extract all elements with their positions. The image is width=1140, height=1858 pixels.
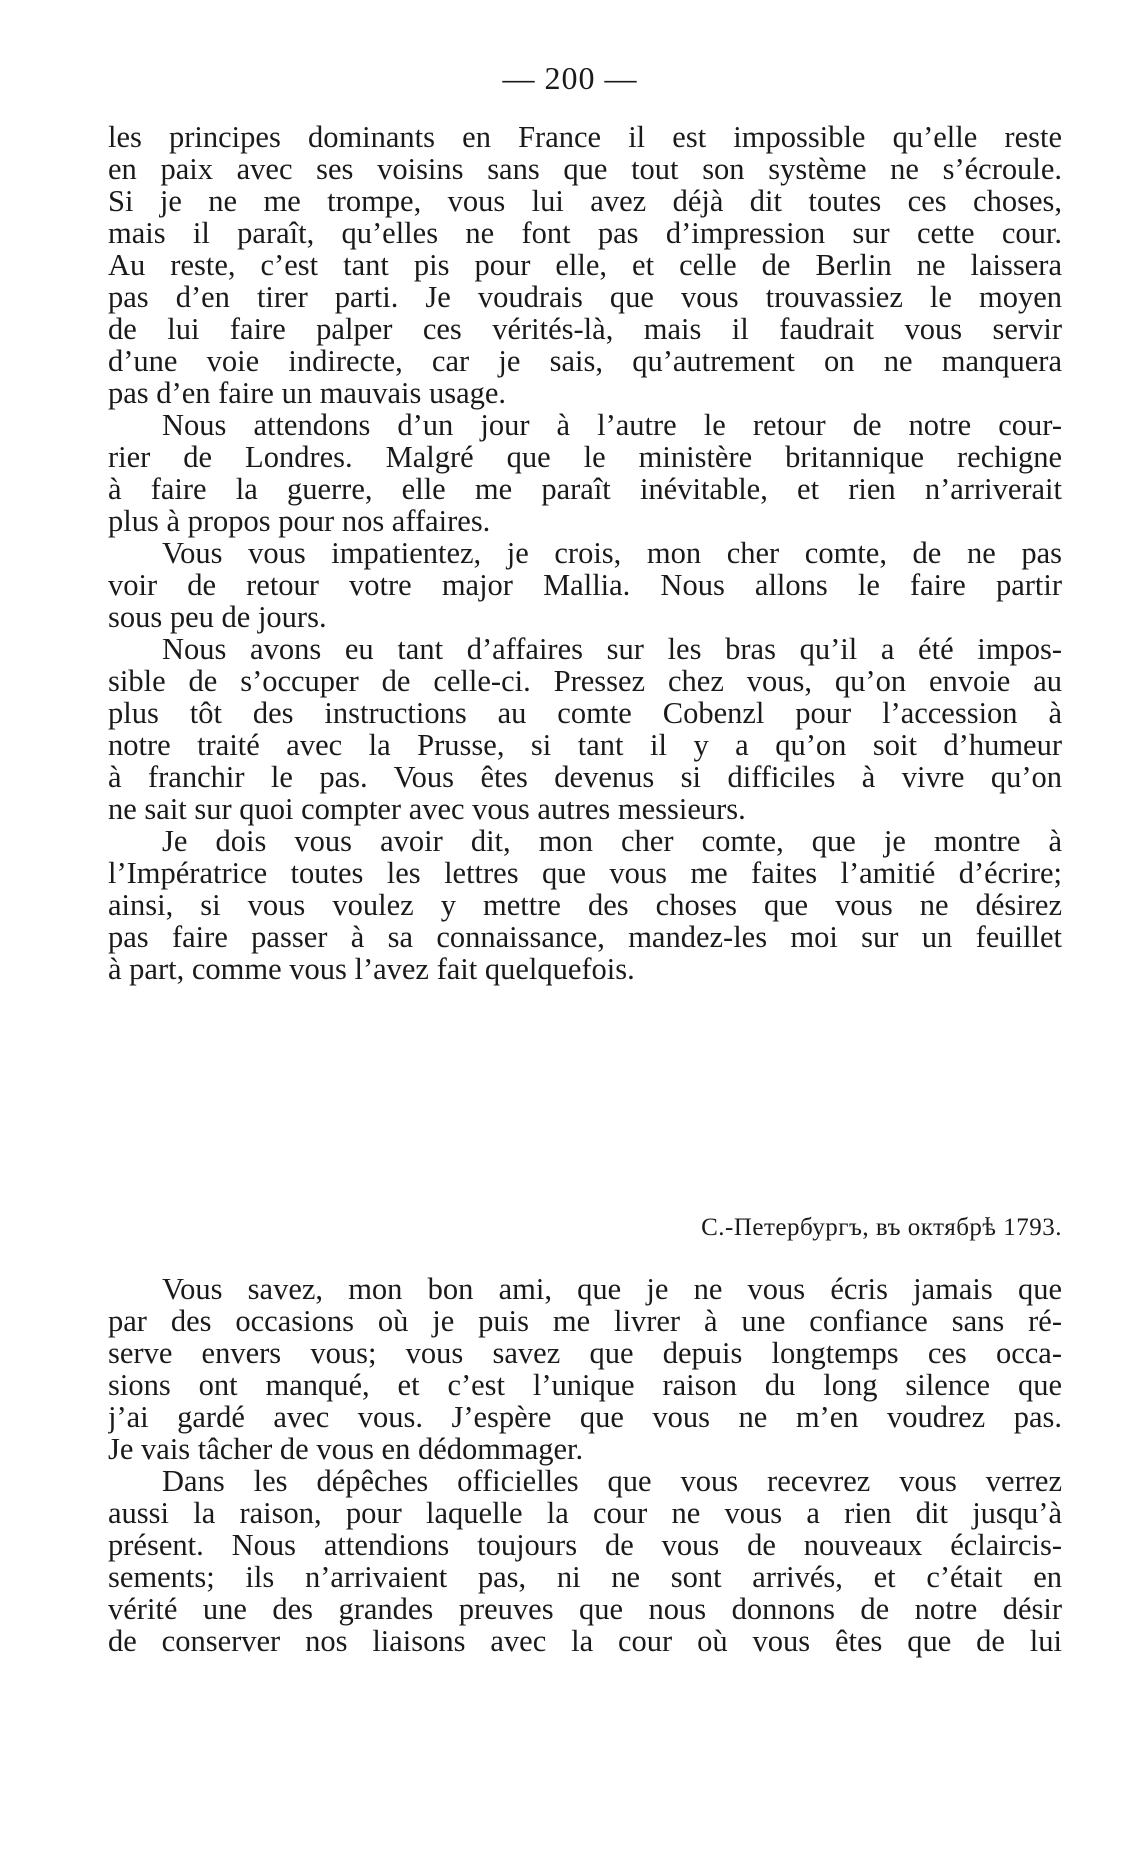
- text-line: Au reste, c’est tant pis pour elle, et celle de Berlin ne laissera: [108, 248, 1062, 282]
- text-line: ainsi, si vous voulez y mettre des choses que vous ne désirez: [108, 888, 1062, 922]
- text-line: sible de s’occuper de celle-ci. Pressez chez vous, qu’on envoie au: [108, 664, 1062, 698]
- text-line: pas d’en tirer parti. Je voudrais que vous trouvassiez le moyen: [108, 280, 1062, 314]
- text-line: Nous attendons d’un jour à l’autre le retour de notre cour-: [162, 408, 1062, 442]
- text-line: Vous savez, mon bon ami, que je ne vous écris jamais que: [162, 1272, 1062, 1306]
- text-line: pas d’en faire un mauvais usage.: [108, 376, 507, 410]
- text-line: voir de retour votre major Mallia. Nous allons le faire partir: [108, 568, 1062, 602]
- text-line: plus tôt des instructions au comte Cobenzl pour l’accession à: [108, 696, 1062, 730]
- text-line: plus à propos pour nos affaires.: [108, 504, 491, 538]
- text-line: de conserver nos liaisons avec la cour où vous êtes que de lui: [108, 1624, 1062, 1658]
- text-line: Dans les dépêches officielles que vous recevrez vous verrez: [162, 1464, 1062, 1498]
- text-line: à franchir le pas. Vous êtes devenus si difficiles à vivre qu’on: [108, 760, 1062, 794]
- text-line: à faire la guerre, elle me paraît inévitable, et rien n’arriverait: [108, 472, 1062, 506]
- text-line: serve envers vous; vous savez que depuis longtemps ces occa-: [108, 1336, 1062, 1370]
- text-line: présent. Nous attendions toujours de vous de nouveaux éclaircis-: [108, 1528, 1062, 1562]
- text-line: notre traité avec la Prusse, si tant il y a qu’on soit d’humeur: [108, 728, 1062, 762]
- text-line: rier de Londres. Malgré que le ministère britannique rechigne: [108, 440, 1062, 474]
- text-line: l’Impératrice toutes les lettres que vous me faites l’amitié d’écrire;: [108, 856, 1062, 890]
- text-line: Je dois vous avoir dit, mon cher comte, que je montre à: [162, 824, 1062, 858]
- text-line: sements; ils n’arrivaient pas, ni ne sont arrivés, et c’était en: [108, 1560, 1062, 1594]
- text-line: mais il paraît, qu’elles ne font pas d’impression sur cette cour.: [108, 216, 1062, 250]
- text-line: de lui faire palper ces vérités-là, mais il faudrait vous servir: [108, 312, 1062, 346]
- text-line: d’une voie indirecte, car je sais, qu’autrement on ne manquera: [108, 344, 1062, 378]
- text-line: les principes dominants en France il est impossible qu’elle reste: [108, 120, 1062, 154]
- text-line: sions ont manqué, et c’est l’unique raison du long silence que: [108, 1368, 1062, 1402]
- text-line: pas faire passer à sa connaissance, mandez-les moi sur un feuillet: [108, 920, 1062, 954]
- text-line: Nous avons eu tant d’affaires sur les bras qu’il a été impos-: [162, 632, 1062, 666]
- text-line: Je vais tâcher de vous en dédommager.: [108, 1432, 584, 1466]
- text-line: à part, comme vous l’avez fait quelquefois.: [108, 952, 635, 986]
- text-line: en paix avec ses voisins sans que tout son système ne s’écroule.: [108, 152, 1062, 186]
- text-line: aussi la raison, pour laquelle la cour ne vous a rien dit jusqu’à: [108, 1496, 1062, 1530]
- text-line: vérité une des grandes preuves que nous donnons de notre désir: [108, 1592, 1062, 1626]
- text-line: j’ai gardé avec vous. J’espère que vous ne m’en voudrez pas.: [108, 1400, 1062, 1434]
- text-line: sous peu de jours.: [108, 600, 327, 634]
- letter-dateline: С.-Петербургъ, въ октябрѣ 1793.: [701, 1214, 1062, 1241]
- text-line: Vous vous impatientez, je crois, mon cher comte, de ne pas: [162, 536, 1062, 570]
- page-number: — 200 —: [502, 60, 638, 96]
- text-line: par des occasions où je puis me livrer à une confiance sans ré-: [108, 1304, 1062, 1338]
- text-line: ne sait sur quoi compter avec vous autres messieurs.: [108, 792, 746, 826]
- text-line: Si je ne me trompe, vous lui avez déjà dit toutes ces choses,: [108, 184, 1062, 218]
